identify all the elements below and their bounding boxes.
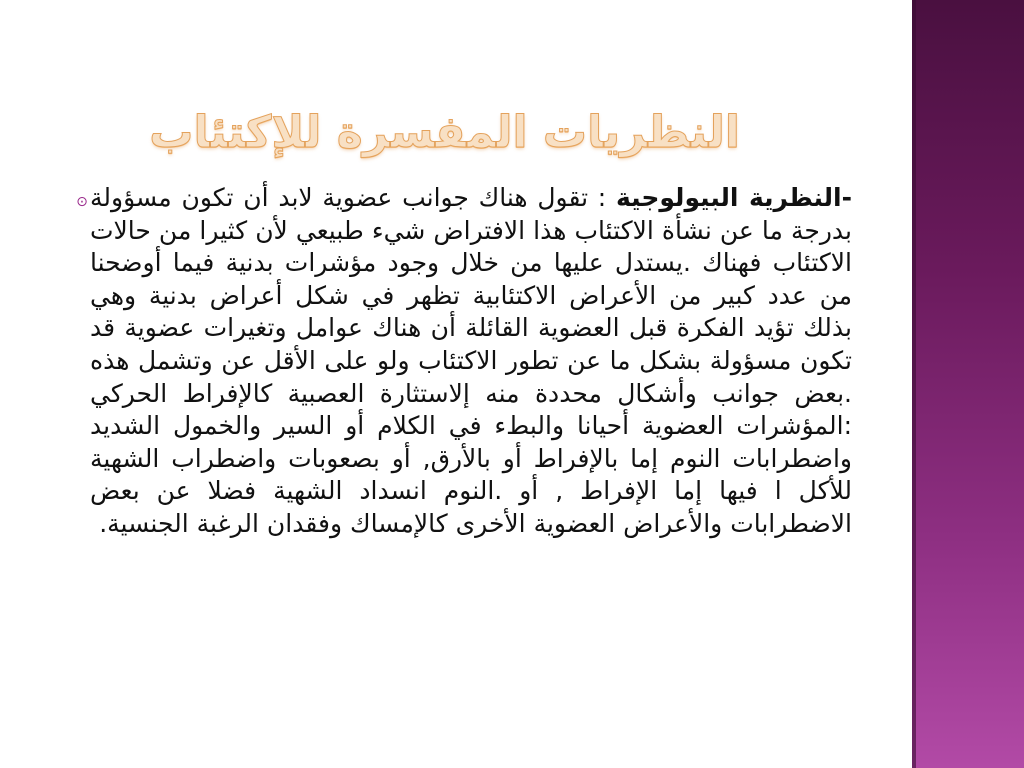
target-bullet-icon: ⊙ (76, 194, 88, 210)
paragraph-heading: -النظرية البيولوجية (616, 183, 852, 212)
decorative-sidebar (912, 0, 1024, 768)
paragraph-text: : تقول هناك جوانب عضوية لابد أن تكون مسؤولة بدرجة ما عن نشأة الاكتئاب هذا الافتراض شيء طبيعي لأن كثيرا من حالات الاكتئاب فهناك .يستدل عليها من خلال وجود مؤشرات بدنية فيما أوضحنا من عدد كبير من الأعراض الاكتئابية تظهر في شكل أعراض بدنية وهي بذلك تؤيد الفكرة قبل العضوية القائلة أن هناك عوامل وتغيرات عضوية قد تكون مسؤولة بشكل ما عن تطور الاكتئاب ولو على الأقل عن وتشمل هذه .بعض جوانب وأشكال محددة منه إلاستثارة العصبية كالإفراط الحركي :المؤشرات العضوية أحيانا والبطء في الكلام أو السير والخمول الشديد واضطرابات النوم إما بالإفراط أو بالأرق, أو بصعوبات واضطراب الشهية للأكل ا فيها إما الإفراط , أو .النوم انسداد الشهية فضلا عن بعض الاضطرابات والأعراض العضوية الأخرى كالإمساك وفقدان الرغبة الجنسية. (90, 183, 852, 538)
body-paragraph (90, 182, 852, 682)
slide-title: النظريات المفسرة للإكتئاب (149, 107, 740, 158)
